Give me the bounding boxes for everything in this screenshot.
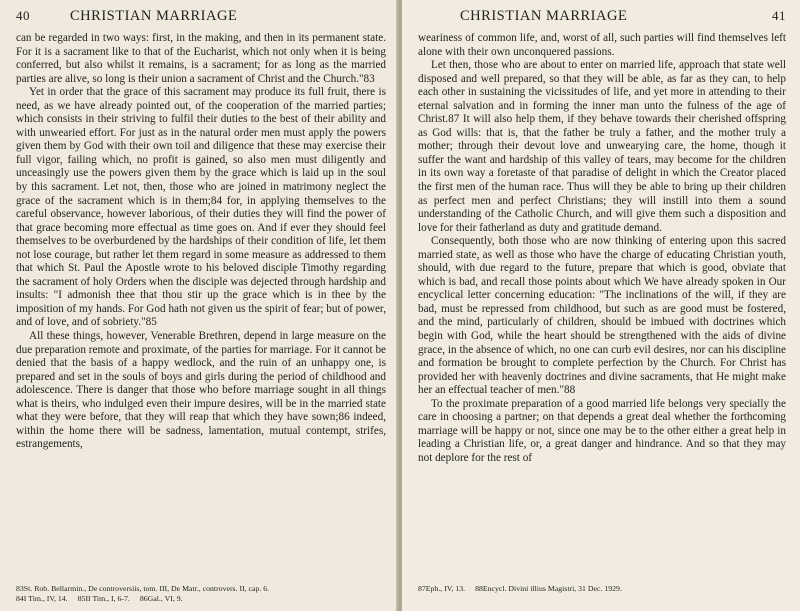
footnote: 86Gal., VI, 9.	[139, 594, 183, 603]
footnote: 87Eph., IV, 13.	[418, 584, 466, 593]
right-page-header	[418, 8, 786, 30]
left-page	[0, 0, 398, 611]
footnote: 85II Tim., I, 6-7.	[77, 594, 130, 603]
right-running-head: CHRISTIAN MARRIAGE	[460, 8, 628, 24]
left-running-head: CHRISTIAN MARRIAGE	[70, 8, 238, 24]
right-page	[402, 0, 800, 611]
left-page-header	[16, 8, 386, 30]
right-footnotes	[418, 584, 786, 594]
footnote: 83St. Rob. Bellarmin., De controversiis, tom. III, De Matr., controvers. II, cap. 6.	[16, 584, 270, 593]
paragraph: All these things, however, Venerable Brethren, depend in large measure on the due preparation remote and proximate, of the parties for marriage. For it cannot be denied that the basis of a happy wedlock, and the ruin of an unhappy one, is prepared and set in the souls of boys and girls during the period of childhood and adolescence. There is danger that those who before marriage sought in all things what is theirs, who indulged even their impure desires, will be in the married state what they were before, that they will reap that which they have sown;86 indeed, within the home there will be sadness, lamentation, mutual contempt, strifes, estrangements,	[16, 330, 386, 451]
paragraph: Yet in order that the grace of this sacrament may produce its full fruit, there is need, as we have already pointed out, of the cooperation of the married parties; which consists in their striving to fulfil their duties to the best of their ability and with unwearied effort. For just as in the natural order men must apply the powers given them by God with their own toil and diligence that these may exercise their full vigor, failing which, no profit is gained, so also men must diligently and unceasingly use the powers given them by the grace which is laid up in the soul by this sacrament. Let not, then, those who are joined in matrimony neglect the grace of the sacrament which is in them;84 for, in applying themselves to the careful observance, however laborious, of their duties they will find the power of that grace becoming more effectual as time goes on. And if ever they should feel themselves to be overburdened by the hardships of their condition of life, let them not lose courage, but rather let them regard in some measure as addressed to them that which St. Paul the Apostle wrote to his beloved disciple Timothy regarding the sacrament of holy Orders when the disciple was dejected through hardship and insults: "I admonish thee that thou stir up the grace which is in thee by the imposition of my hands. For God hath not given us the spirit of fear; but of power, and of love, and of sobriety."85	[16, 86, 386, 329]
paragraph: Consequently, both those who are now thinking of entering upon this sacred married state, as well as those who have the charge of educating Christian youth, should, with due regard to the future, prepare that which is good, obviate that which is bad, and recall those points about which We have already spoken in Our encyclical letter concerning education: "The inclinations of the will, if they are bad, must be repressed from childhood, but such as are good must be fostered, and the mind, particularly of children, should be imbued with doctrines which begin with God, while the heart should be strengthened with the aids of divine grace, in the absence of which, no one can curb evil desires, nor can his discipline and formation be brought to complete perfection by the Church. For Christ has provided her with heavenly doctrines and divine sacraments, that He might make her an effectual teacher of men."88	[418, 235, 786, 397]
left-footnotes	[16, 584, 386, 604]
left-page-number: 40	[16, 8, 30, 23]
right-page-body	[418, 32, 786, 580]
paragraph: can be regarded in two ways: first, in the making, and then in its permanent state. For it is a sacrament like to that of the Eucharist, which not only when it is being conferred, but also whilst it remains, is a sacrament; for as long as the married parties are alive, so long is their union a sacrament of Christ and the Church."83	[16, 32, 386, 85]
right-page-number: 41	[772, 8, 786, 23]
paragraph: Let then, those who are about to enter on married life, approach that state well disposed and well prepared, so that they will be able, as far as they can, to help each other in sustaining the vicissitudes of life, and yet more in attending to their eternal salvation and in forming the inner man unto the fulness of the age of Christ.87 It will also help them, if they behave towards their cherished offspring as God wills: that is, that the father be truly a father, and the mother truly a mother; through their devout love and unwearying care, the home, though it suffer the want and hardship of this valley of tears, may become for the children in its own way a foretaste of that paradise of delight in which the Creator placed the first men of the human race. Thus will they be able to bring up their children as perfect men and perfect Christians; they will instill into them a sound understanding of the Catholic Church, and will give them such a disposition and love for their fatherland as duty and gratitude demand.	[418, 59, 786, 234]
paragraph: To the proximate preparation of a good married life belongs very specially the care in choosing a partner; on that depends a great deal whether the forthcoming marriage will be happy or not, since one may be to the other either a great help in leading a Christian life, or, a great danger and hindrance. And so that they may not deplore for the rest of	[418, 397, 786, 464]
left-page-body	[16, 32, 386, 580]
footnote: 88Encycl. Divini illius Magistri, 31 Dec. 1929.	[475, 584, 622, 593]
footnote: 84I Tim., IV, 14.	[16, 594, 68, 603]
paragraph: weariness of common life, and, worst of all, such parties will find themselves left alone with their own unconquered passions.	[418, 32, 786, 58]
